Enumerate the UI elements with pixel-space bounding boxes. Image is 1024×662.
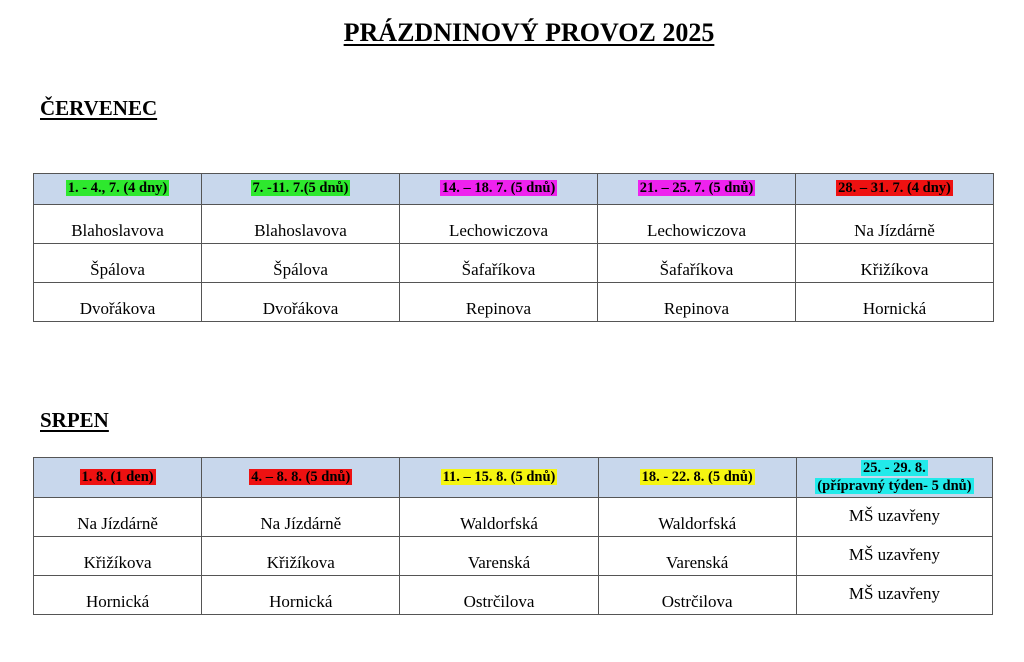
school-cell: Na Jízdárně [202, 498, 400, 537]
week-label: 14. – 18. 7. (5 dnů) [441, 180, 556, 197]
school-cell: Blahoslavova [34, 205, 202, 244]
school-cell: Dvořákova [34, 283, 202, 322]
july-schedule-table [33, 173, 994, 322]
week-header [796, 174, 994, 205]
table-row [34, 244, 994, 283]
school-cell: Varenská [400, 537, 598, 576]
table-header-row [34, 174, 994, 205]
august-schedule-table [33, 457, 993, 615]
week-label: 28. – 31. 7. (4 dny) [838, 180, 951, 197]
week-label: 1. - 4., 7. (4 dny) [67, 180, 168, 197]
week-header [796, 458, 992, 498]
week-header [202, 458, 400, 498]
school-cell: Špálova [202, 244, 400, 283]
school-cell: Křižíkova [796, 244, 994, 283]
table-row [34, 576, 993, 615]
school-cell: Na Jízdárně [796, 205, 994, 244]
school-cell: Waldorfská [598, 498, 796, 537]
table-header-row [34, 458, 993, 498]
school-cell: Ostrčilova [400, 576, 598, 615]
week-label: 11. – 15. 8. (5 dnů) [442, 468, 556, 485]
week-header [34, 174, 202, 205]
week-header [400, 174, 598, 205]
school-cell: Šafaříkova [400, 244, 598, 283]
week-header [34, 458, 202, 498]
school-cell: Na Jízdárně [34, 498, 202, 537]
table-row [34, 205, 994, 244]
table-row [34, 283, 994, 322]
week-label: 4. – 8. 8. (5 dnů) [251, 468, 351, 485]
week-label: 25. - 29. 8. [862, 460, 926, 477]
school-cell: Repinova [400, 283, 598, 322]
school-cell: Blahoslavova [202, 205, 400, 244]
week-sublabel: (přípravný týden- 5 dnů) [817, 477, 972, 494]
school-cell: Šafaříkova [598, 244, 796, 283]
table-row [34, 537, 993, 576]
week-header [598, 458, 796, 498]
page-title: PRÁZDNINOVÝ PROVOZ 2025 [343, 18, 715, 47]
school-cell: Waldorfská [400, 498, 598, 537]
week-label: 1. 8. (1 den) [81, 468, 154, 485]
table-row [34, 498, 993, 537]
school-cell: Hornická [202, 576, 400, 615]
closed-cell: MŠ uzavřeny [796, 537, 992, 576]
school-cell: Lechowiczova [400, 205, 598, 244]
school-cell: Lechowiczova [598, 205, 796, 244]
school-cell: Ostrčilova [598, 576, 796, 615]
closed-cell: MŠ uzavřeny [796, 576, 992, 615]
school-cell: Špálova [34, 244, 202, 283]
week-label: 7. -11. 7.(5 dnů) [252, 180, 349, 197]
week-label: 21. – 25. 7. (5 dnů) [639, 180, 754, 197]
month-heading-july: ČERVENEC [40, 96, 158, 120]
school-cell: Křižíkova [202, 537, 400, 576]
week-label: 18. - 22. 8. (5 dnů) [641, 468, 753, 485]
closed-cell: MŠ uzavřeny [796, 498, 992, 537]
month-heading-august: SRPEN [40, 408, 109, 432]
school-cell: Hornická [34, 576, 202, 615]
week-header [598, 174, 796, 205]
school-cell: Hornická [796, 283, 994, 322]
school-cell: Dvořákova [202, 283, 400, 322]
week-header [400, 458, 598, 498]
week-header [202, 174, 400, 205]
school-cell: Křižíkova [34, 537, 202, 576]
school-cell: Varenská [598, 537, 796, 576]
school-cell: Repinova [598, 283, 796, 322]
